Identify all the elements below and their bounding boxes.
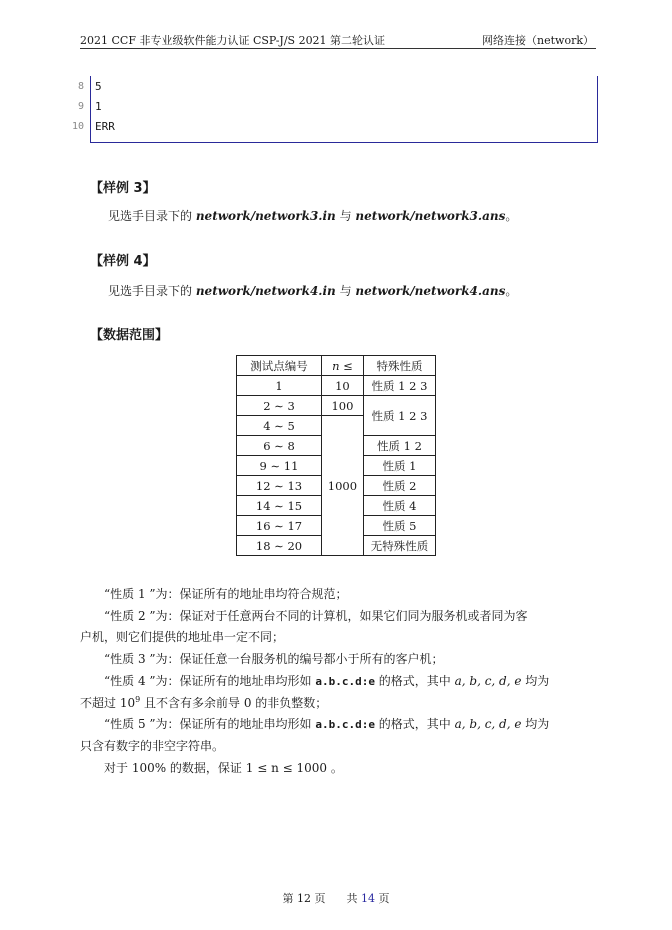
table-cell: 18 ∼ 20: [237, 536, 322, 556]
constraint-note: 对于 100% 的数据，保证 1 ≤ n ≤ 1000 。: [104, 761, 343, 775]
total-pages: 14: [360, 892, 375, 905]
table-row: [237, 396, 436, 416]
header-problem-name: 网络连接（network）: [482, 34, 594, 47]
table-cell: 性质 1: [363, 456, 435, 476]
text: 与: [335, 284, 356, 298]
sample3-heading: 【样例 3】: [90, 181, 156, 196]
table-cell: 无特殊性质: [363, 536, 435, 556]
file-in: network/network3.in: [195, 209, 336, 223]
page-number: 第 12 页: [282, 892, 326, 905]
file-in: network/network4.in: [195, 284, 336, 298]
text: 的格式，其中: [374, 717, 455, 731]
table-cell: 1000: [321, 416, 363, 556]
property-5: [104, 715, 549, 732]
table-cell: 6 ∼ 8: [237, 436, 322, 456]
sample3-text: [108, 207, 517, 224]
table-header: n ≤: [321, 356, 363, 376]
sample4-heading: 【样例 4】: [90, 254, 156, 269]
table-cell: 性质 5: [363, 516, 435, 536]
line-number: 9: [77, 101, 84, 112]
data-range-heading: 【数据范围】: [90, 328, 169, 343]
table-cell: 1: [237, 376, 322, 396]
code-listing: [90, 76, 598, 143]
code-line: 1: [95, 100, 102, 113]
total-suffix: 页: [374, 892, 390, 905]
text: 均为: [521, 674, 550, 688]
table-header: 特殊性质: [363, 356, 435, 376]
table-cell: 性质 2: [363, 476, 435, 496]
exponent: 9: [135, 695, 141, 704]
table-cell: 12 ∼ 13: [237, 476, 322, 496]
table-cell: 10: [321, 376, 363, 396]
table-cell: 9 ∼ 11: [237, 456, 322, 476]
total-label: 共: [346, 892, 361, 905]
table-row: [237, 376, 436, 396]
text: 不超过 10: [80, 696, 136, 710]
table-header: 测试点编号: [237, 356, 322, 376]
code-line: ERR: [95, 120, 115, 133]
text: 且不含有多余前导 0 的非负整数；: [140, 696, 328, 710]
address-format: a.b.c.d:e: [315, 718, 375, 731]
vars: a, b, c, d, e: [454, 717, 522, 731]
property-2-cont: 户机，则它们提供的地址串一定不同；: [80, 630, 285, 644]
file-ans: network/network4.ans: [355, 284, 506, 298]
table-cell: 100: [321, 396, 363, 416]
code-line: 5: [95, 80, 102, 93]
property-2: “性质 2 ”为：保证对于任意两台不同的计算机，如果它们同为服务机或者同为客: [104, 609, 528, 623]
text: 见选手目录下的: [108, 284, 196, 298]
property-3: “性质 3 ”为：保证任意一台服务机的编号都小于所有的客户机；: [104, 652, 444, 666]
page-footer: [0, 890, 672, 906]
data-range-table: [236, 355, 436, 556]
line-number: 8: [77, 81, 84, 92]
header-rule: [80, 48, 596, 49]
table-cell: 性质 4: [363, 496, 435, 516]
text: 。: [505, 284, 518, 298]
table-cell: 性质 1 2: [363, 436, 435, 456]
property-4-cont: [80, 694, 327, 711]
table-header-row: [237, 356, 436, 376]
line-number: 10: [71, 121, 84, 132]
text: 。: [505, 209, 518, 223]
table-cell: 2 ∼ 3: [237, 396, 322, 416]
vars: a, b, c, d, e: [454, 674, 522, 688]
header-title: 2021 CCF 非专业级软件能力认证 CSP-J/S 2021 第二轮认证: [80, 34, 386, 47]
property-1: “性质 1 ”为：保证所有的地址串均符合规范；: [104, 587, 348, 601]
sample4-text: [108, 282, 517, 299]
text: 见选手目录下的: [108, 209, 196, 223]
table-cell: 性质 1 2 3: [363, 396, 435, 436]
address-format: a.b.c.d:e: [315, 675, 375, 688]
table-cell: 性质 1 2 3: [363, 376, 435, 396]
text: 与: [335, 209, 356, 223]
property-4: [104, 672, 549, 689]
text: “性质 4 ”为：保证所有的地址串均形如: [104, 674, 316, 688]
table-cell: 14 ∼ 15: [237, 496, 322, 516]
text: “性质 5 ”为：保证所有的地址串均形如: [104, 717, 316, 731]
text: 的格式，其中: [374, 674, 455, 688]
table-cell: 4 ∼ 5: [237, 416, 322, 436]
file-ans: network/network3.ans: [355, 209, 506, 223]
table-cell: 16 ∼ 17: [237, 516, 322, 536]
property-5-cont: 只含有数字的非空字符串。: [80, 739, 225, 753]
text: 均为: [521, 717, 550, 731]
